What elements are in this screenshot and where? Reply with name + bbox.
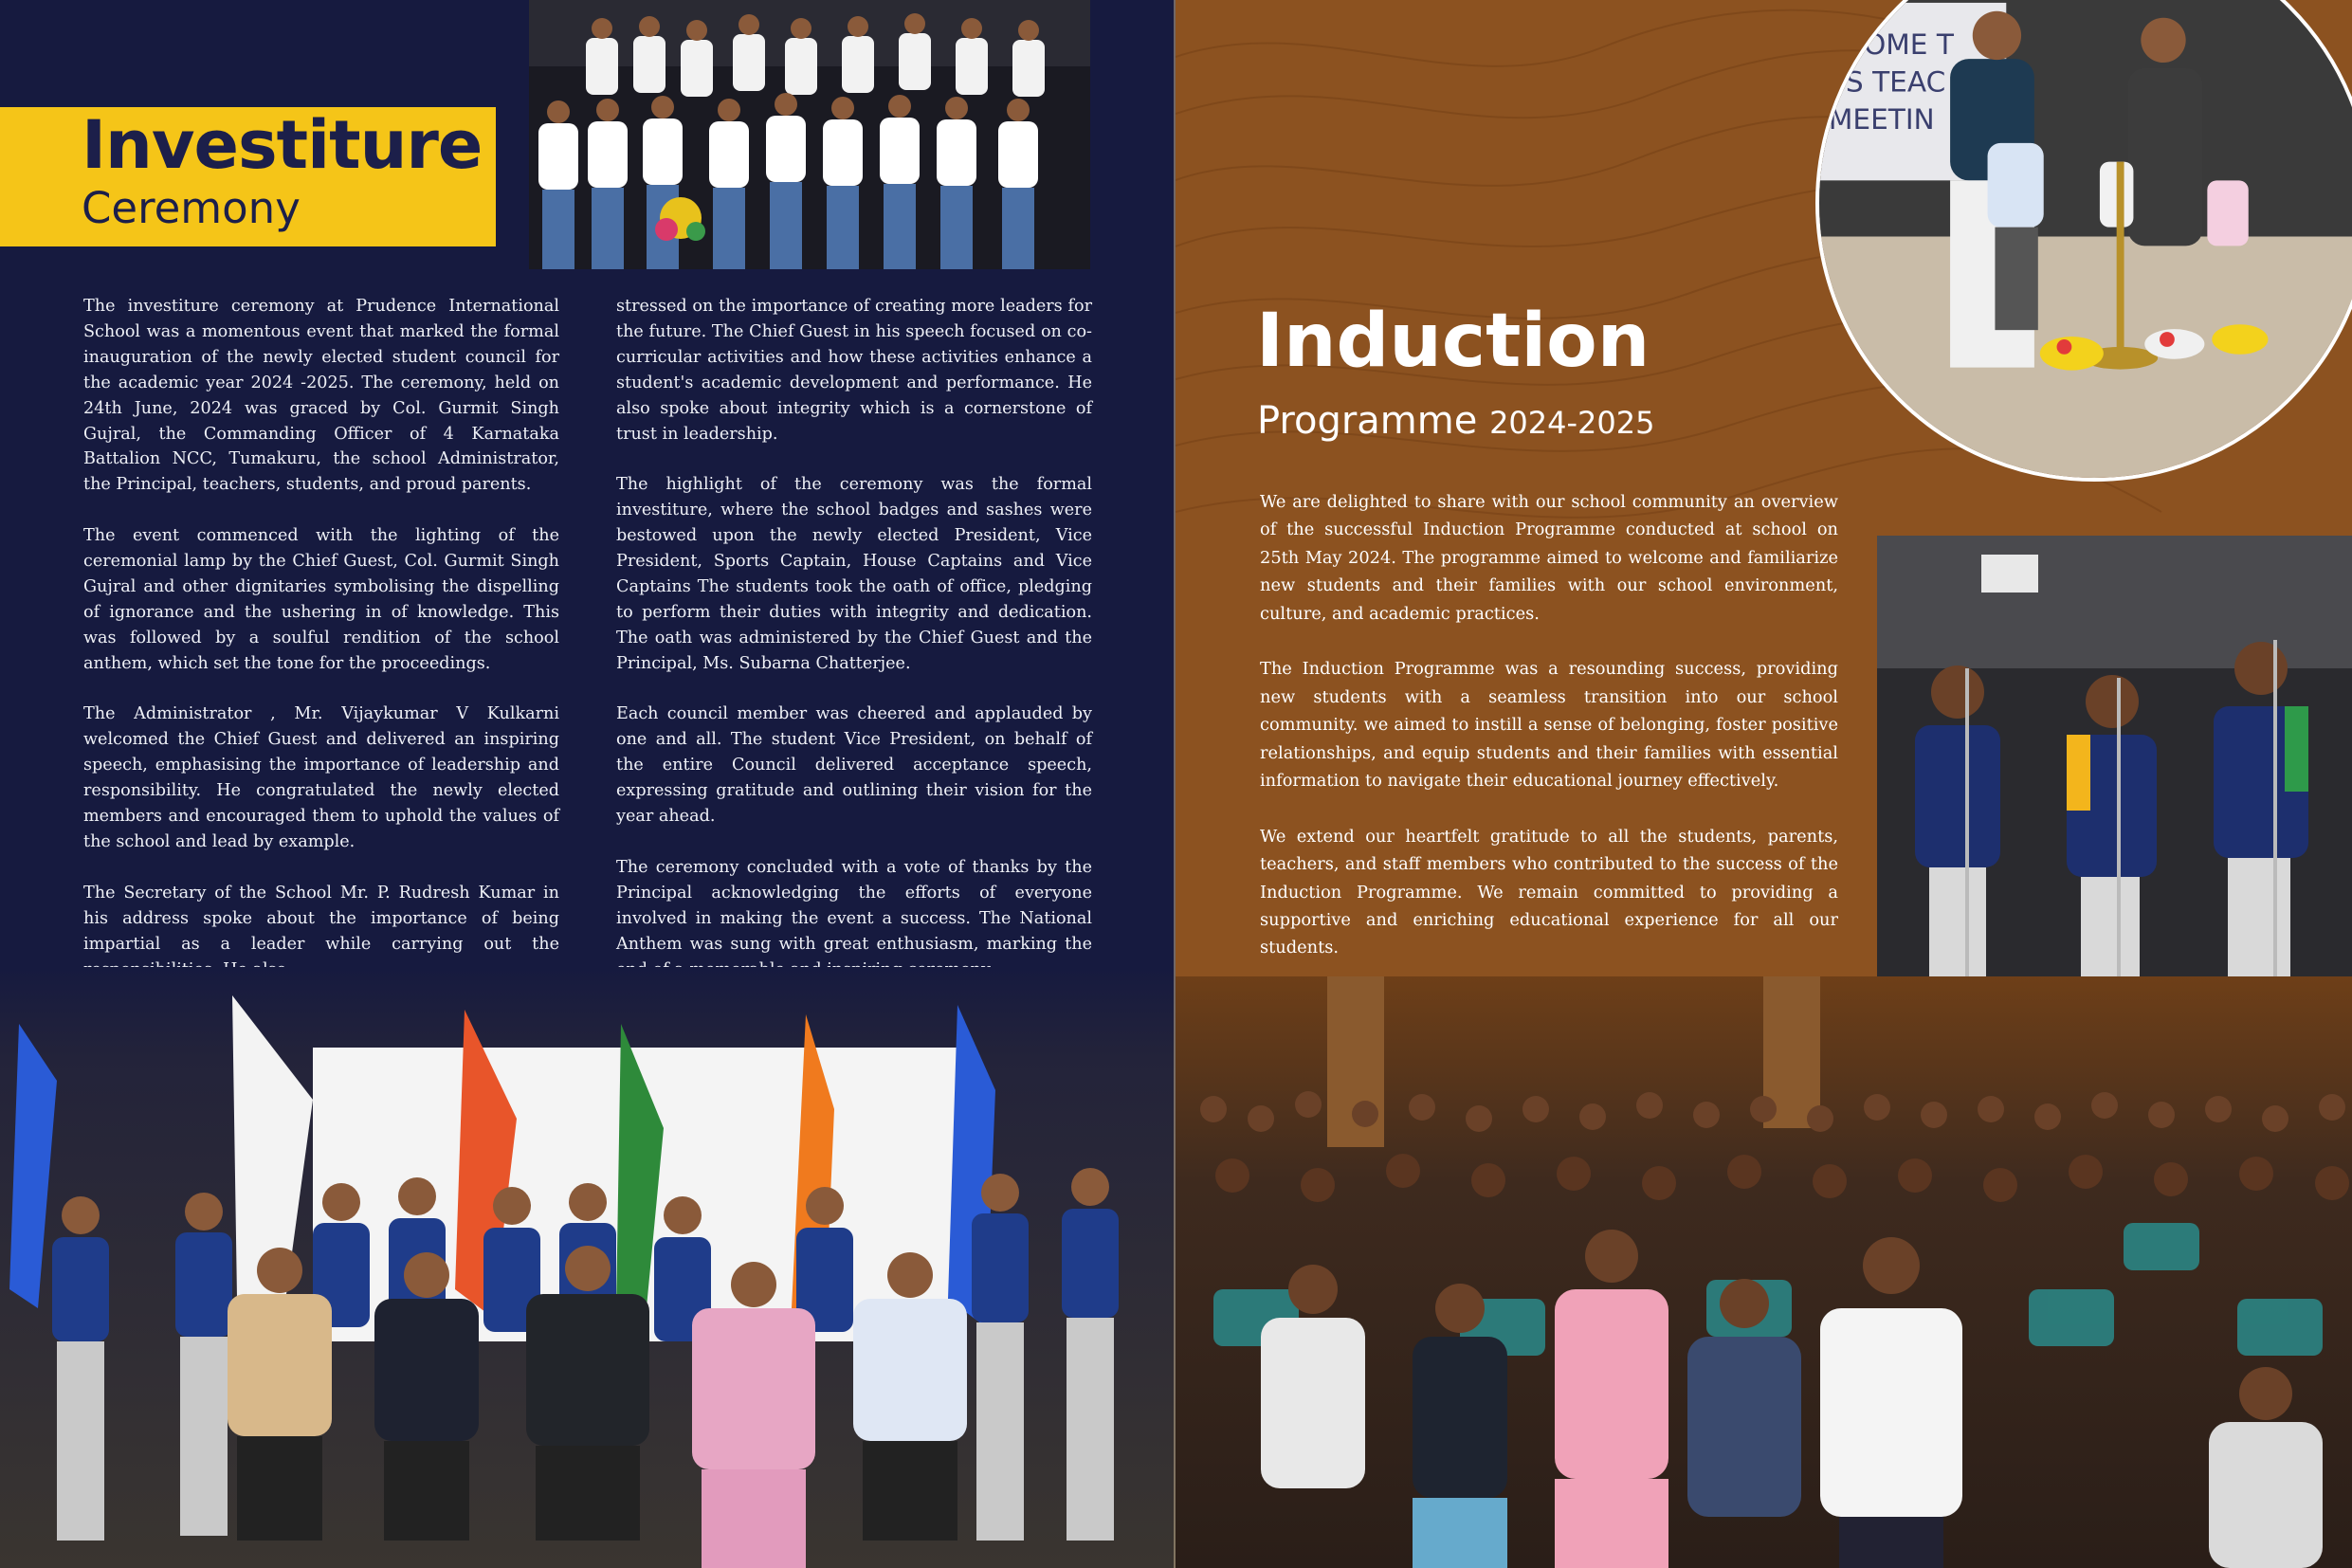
investiture-column-2 — [616, 294, 1092, 1008]
paragraph: The Administrator , Mr. Vijaykumar V Kulkarni welcomed the Chief Guest and delivered an inspiring speech, emphasising the importance of leadership and responsibility. He congratulated the newly elected members and encouraged them to uphold the values of the school and lead by example. — [83, 704, 559, 851]
paragraph: The Secretary of the School Mr. P. Rudresh Kumar in his address spoke about the importance of being impartial as a leader while carrying out the — [83, 883, 559, 954]
paragraph: stressed on the importance of creating more leaders for the future. The Chief Guest in his speech focused on co-curricular activities and how these activities enhance a student's academic development and performance. He also spoke about integrity which is a cornerstone of trust in leadership. — [616, 297, 1092, 444]
paragraph: The ceremony concluded with a vote of thanks by the Principal acknowledging the efforts of everyone involved in making the event a success. The National Anthem was sung with great enthusiasm, marking the — [616, 857, 1092, 954]
investiture-subtitle: Ceremony — [82, 183, 301, 233]
paragraph: The investiture ceremony at Prudence International School was a momentous event that marked the formal inauguration of the newly elected student council for the academic year 2024 -2025. The ceremony, held on 24th June, 2024 was graced by Col. Gurmit Singh Gujral, the Commanding Officer of 4 Karnataka Battalion NCC, Tumakuru, the school Administrator, the Principal, teachers, students, and proud parents. — [83, 297, 559, 495]
banner-line-2: TS TEAC — [1828, 65, 1946, 99]
induction-subtitle-text: Programme — [1257, 399, 1478, 443]
induction-year: 2024-2025 — [1489, 405, 1655, 441]
choir-photo — [529, 0, 1090, 269]
banner-line-3: MEETIN — [1828, 103, 1935, 137]
audience-photo — [1176, 976, 2352, 1568]
investiture-column-1 — [83, 294, 559, 1008]
council-group-photo — [0, 967, 1176, 1568]
banner-line-1: LCOME T — [1828, 28, 1954, 62]
students-singing-photo — [1877, 536, 2352, 976]
investiture-title-block — [0, 107, 496, 246]
induction-body — [1260, 488, 1838, 990]
induction-page — [1176, 0, 2352, 1568]
investiture-title: Investiture — [82, 106, 483, 184]
paragraph: The Induction Programme was a resounding success, providing new students with a seamless transition into our school community. we aimed to instill a sense of belonging, foster positive relationships, and equip students and their families with essential information to navigate their educational journey effectively. — [1260, 659, 1838, 792]
paragraph: The event commenced with the lighting of the ceremonial lamp by the Chief Guest, Col. Gurmit Singh Gujral and other dignitaries symbolising the dispelling of ignorance and the ushering in of knowledge. This was followed by a soulful rendition of the school anthem, which set the tone for the proceedings. — [83, 526, 559, 673]
induction-title: Induction — [1256, 299, 1650, 384]
paragraph: Each council member was cheered and applauded by one and all. The student Vice President, on behalf of the entire Council delivered acceptance speech, expressing gratitude and outlining their vision for the year ahead. — [616, 704, 1092, 827]
paragraph: The highlight of the ceremony was the formal investiture, where the school badges and sashes were bestowed upon the newly elected President, Vice President, Sports Captain, House Captains and Vice Captains The students took the oath of office, pledging to perform their duties with integrity and dedication. The oath was administered by the Chief Guest and the Principal, Ms. Subarna Chatterjee. — [616, 475, 1092, 673]
page-spine — [1174, 0, 1176, 1568]
induction-subtitle — [1257, 398, 1654, 444]
paragraph: We extend our heartfelt gratitude to all the students, parents, teachers, and staff members who contributed to the success of the Induction Programme. We remain committed to providing a supportive and enriching educational experience for all our students. — [1260, 826, 1838, 958]
paragraph: We are delighted to share with our school community an overview of the successful Induction Programme conducted at school on 25th May 2024. The programme aimed to welcome and familiarize new students and their families with our school environment, culture, and academic practices. — [1260, 492, 1838, 624]
